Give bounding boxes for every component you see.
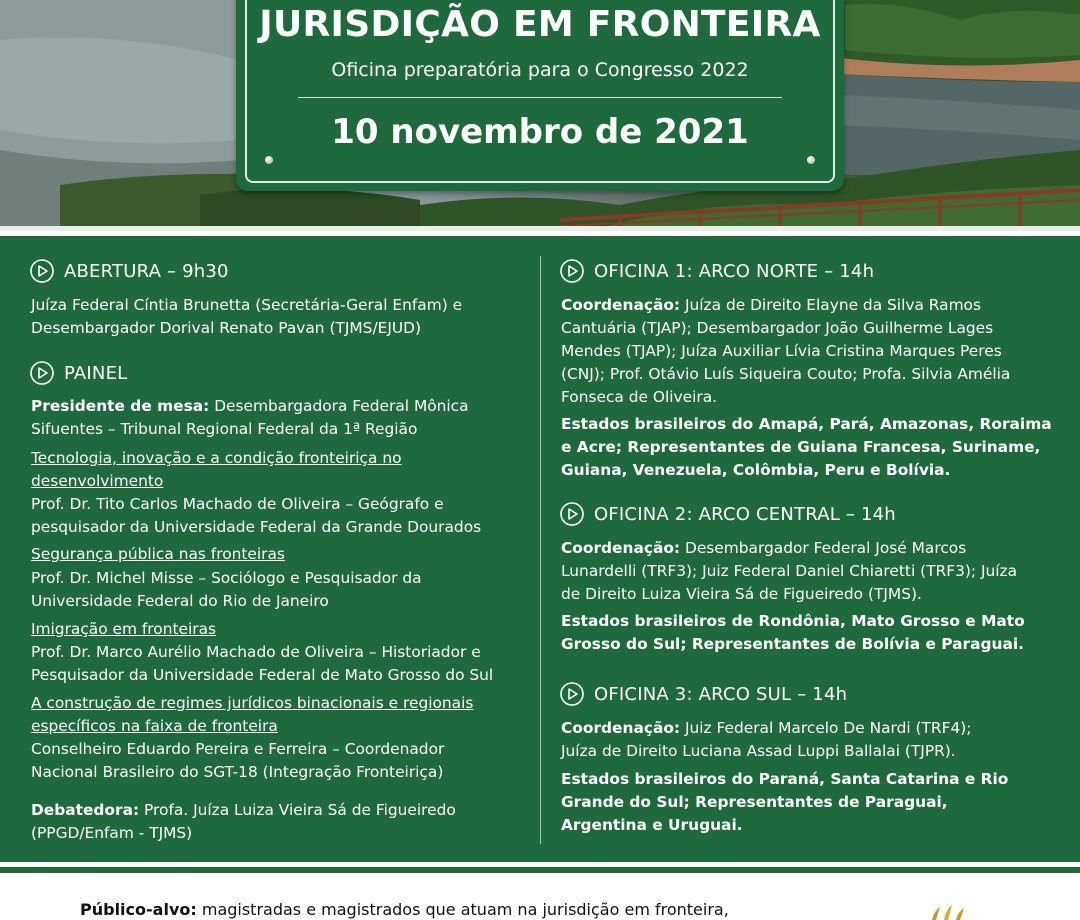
topic-title: desenvolvimento bbox=[31, 472, 164, 490]
topic-speaker: Conselheiro Eduardo Pereira e Ferreira – Coordenador bbox=[31, 740, 445, 758]
estados-line: Argentina e Uruguai. bbox=[561, 816, 743, 834]
publico-alvo-line bbox=[80, 900, 729, 919]
play-circle-icon bbox=[30, 361, 54, 385]
topic-title: Tecnologia, inovação e a condição fronteiriça no bbox=[31, 449, 402, 467]
coordenacao-label: Coordenação: bbox=[561, 719, 681, 737]
presidente-line bbox=[31, 395, 469, 418]
event-subtitle: Oficina preparatória para o Congresso 2022 bbox=[331, 59, 749, 81]
debatedora-label: Debatedora: bbox=[31, 801, 140, 819]
oficina-heading-label: OFICINA 1: ARCO NORTE – 14h bbox=[594, 260, 875, 282]
abertura-heading bbox=[31, 257, 229, 285]
painel-heading bbox=[31, 359, 127, 387]
topic-title: A construção de regimes jurídicos binacionais e regionais bbox=[31, 694, 474, 712]
coordenacao-line: Fonseca de Oliveira. bbox=[561, 388, 718, 406]
coordenacao-line: (CNJ); Prof. Otávio Luís Siqueira Couto; Profa. Silvia Amélia bbox=[561, 365, 1011, 383]
coordenacao-label: Coordenação: bbox=[561, 539, 681, 557]
oficina-3-heading bbox=[561, 680, 847, 708]
event-date: 10 novembro de 2021 bbox=[331, 112, 749, 152]
publico-alvo-text: magistradas e magistrados que atuam na jurisdição em fronteira, bbox=[196, 900, 729, 919]
presidente-text: Desembargadora Federal Mônica bbox=[209, 397, 469, 415]
presidente-line: Sifuentes – Tribunal Regional Federal da 1ª Região bbox=[31, 420, 418, 438]
event-title: JURISDIÇÃO EM FRONTEIRA bbox=[259, 4, 821, 45]
oficina-1-heading bbox=[561, 257, 874, 285]
play-circle-icon bbox=[560, 682, 584, 706]
coordenacao-line: Lunardelli (TRF3); Juiz Federal Daniel Chiaretti (TRF3); Juíza bbox=[561, 562, 1018, 580]
coordenacao-line: Mendes (TJAP); Juíza Auxiliar Lívia Cristina Marques Peres bbox=[561, 342, 1002, 360]
play-circle-icon bbox=[30, 259, 54, 283]
debatedora-text: Profa. Juíza Luiza Vieira Sá de Figueiredo bbox=[139, 801, 456, 819]
abertura-heading-label: ABERTURA – 9h30 bbox=[64, 260, 229, 282]
oficina-heading-label: OFICINA 3: ARCO SUL – 14h bbox=[594, 683, 848, 705]
abertura-line: Desembargador Dorival Renato Pavan (TJMS/EJUD) bbox=[31, 319, 422, 337]
publico-alvo-label: Público-alvo: bbox=[80, 900, 197, 919]
coordenacao-line bbox=[561, 294, 981, 317]
estados-line: Grande do Sul; Representantes de Paraguai, bbox=[561, 793, 948, 811]
estados-line: Estados brasileiros do Paraná, Santa Catarina e Rio bbox=[561, 770, 1009, 788]
coordenacao-text: Juíza de Direito Elayne da Silva Ramos bbox=[680, 296, 981, 314]
coordenacao-line: de Direito Luiza Vieira Sá de Figueiredo (TJMS). bbox=[561, 585, 922, 603]
painel-heading-label: PAINEL bbox=[64, 362, 128, 384]
topic-speaker: Nacional Brasileiro do SGT-18 (Integração Fronteiriça) bbox=[31, 763, 444, 781]
abertura-line: Juíza Federal Cíntia Brunetta (Secretária-Geral Enfam) e bbox=[31, 296, 463, 314]
coordenacao-line bbox=[561, 717, 971, 740]
topic-title: Segurança pública nas fronteiras bbox=[31, 545, 285, 563]
oficina-heading-label: OFICINA 2: ARCO CENTRAL – 14h bbox=[594, 503, 896, 525]
estados-line: Grosso do Sul; Representantes de Bolívia e Paraguai. bbox=[561, 635, 1024, 653]
logo-icon bbox=[922, 905, 982, 920]
bolt-left-icon bbox=[265, 156, 273, 164]
title-sign bbox=[236, 0, 844, 191]
coordenacao-line bbox=[561, 537, 966, 560]
topic-speaker: Universidade Federal do Rio de Janeiro bbox=[31, 592, 329, 610]
topic-speaker: pesquisador da Universidade Federal da Grande Dourados bbox=[31, 518, 482, 536]
estados-line: e Acre; Representantes de Guiana Francesa, Suriname, bbox=[561, 438, 1041, 456]
bolt-right-icon bbox=[807, 156, 815, 164]
coordenacao-line: Cantuária (TJAP); Desembargador João Guilherme Lages bbox=[561, 319, 994, 337]
debatedora-line bbox=[31, 799, 456, 822]
column-divider bbox=[540, 256, 541, 844]
topic-title: Imigração em fronteiras bbox=[31, 620, 217, 638]
coordenacao-line: Juíza de Direito Luciana Assad Luppi Ballalai (TJPR). bbox=[561, 742, 956, 760]
program-panel bbox=[0, 236, 1080, 862]
oficina-2-heading bbox=[561, 500, 896, 528]
topic-title: específicos na faixa de fronteira bbox=[31, 717, 278, 735]
topic-speaker: Prof. Dr. Tito Carlos Machado de Oliveira – Geógrafo e bbox=[31, 495, 444, 513]
topic-speaker: Prof. Dr. Michel Misse – Sociólogo e Pesquisador da bbox=[31, 569, 422, 587]
debatedora-line: (PPGD/Enfam - TJMS) bbox=[31, 824, 193, 842]
estados-line: Estados brasileiros do Amapá, Pará, Amazonas, Roraima bbox=[561, 415, 1052, 433]
coordenacao-label: Coordenação: bbox=[561, 296, 681, 314]
estados-line: Guiana, Venezuela, Colômbia, Peru e Bolívia. bbox=[561, 461, 951, 479]
coordenacao-text: Desembargador Federal José Marcos bbox=[680, 539, 967, 557]
estados-line: Estados brasileiros de Rondônia, Mato Grosso e Mato bbox=[561, 612, 1025, 630]
topic-speaker: Pesquisador da Universidade Federal de Mato Grosso do Sul bbox=[31, 666, 494, 684]
play-circle-icon bbox=[560, 502, 584, 526]
header-separator bbox=[0, 226, 1080, 231]
presidente-label: Presidente de mesa: bbox=[31, 397, 210, 415]
play-circle-icon bbox=[560, 259, 584, 283]
coordenacao-text: Juiz Federal Marcelo De Nardi (TRF4); bbox=[680, 719, 972, 737]
topic-speaker: Prof. Dr. Marco Aurélio Machado de Oliveira – Historiador e bbox=[31, 643, 481, 661]
sign-rule bbox=[298, 97, 782, 98]
footer-stripe bbox=[0, 867, 1080, 873]
